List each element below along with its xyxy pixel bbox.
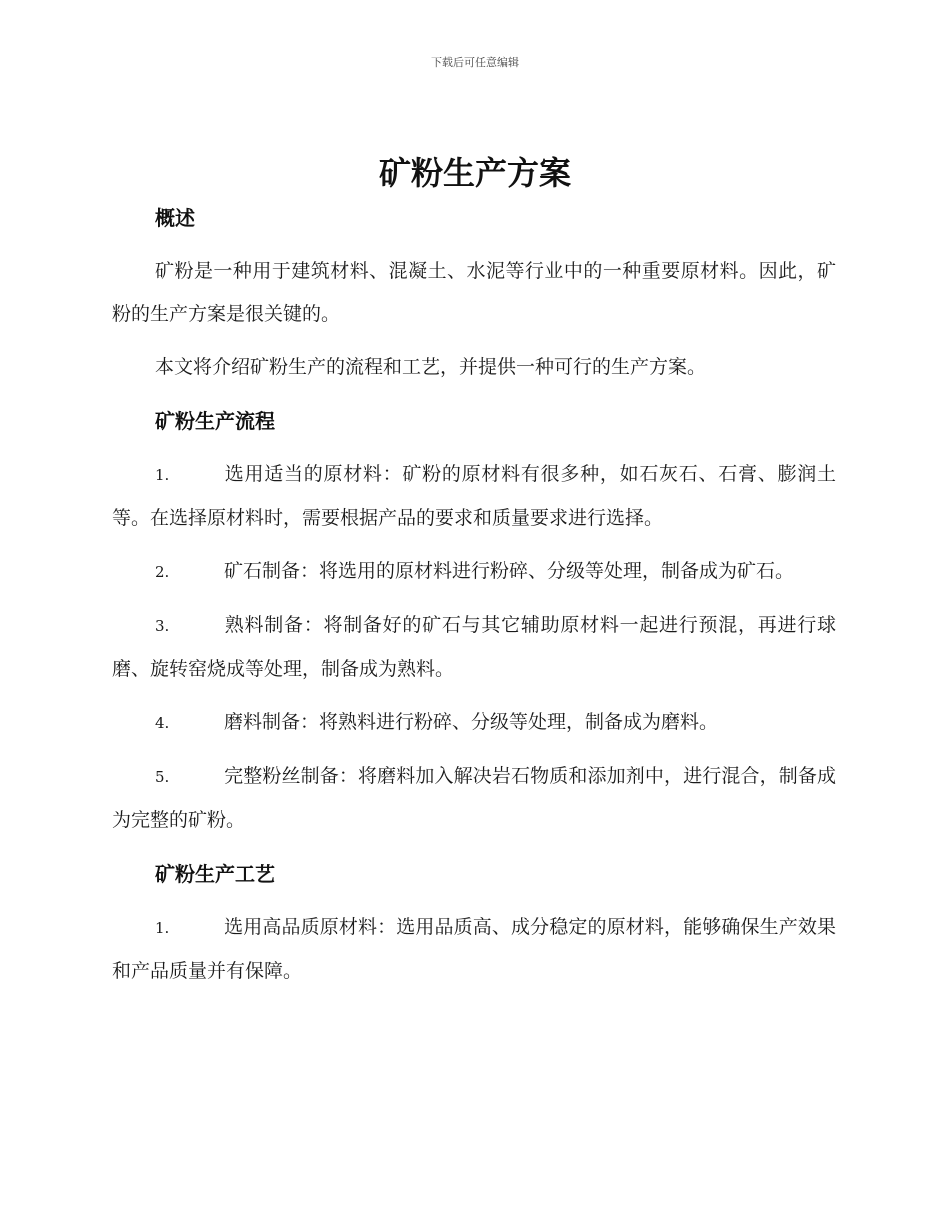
craft-list-item (112, 906, 836, 993)
list-item-text: 矿石制备：将选用的原材料进行粉碎、分级等处理，制备成为矿石。 (224, 560, 795, 582)
list-item-text: 熟料制备：将制备好的矿石与其它辅助原材料一起进行预混，再进行球磨、旋转窑烧成等处理，制备成为熟料。 (112, 614, 836, 680)
process-list-item (112, 701, 836, 745)
section-heading-overview: 概述 (155, 206, 195, 230)
process-list-item (112, 604, 836, 691)
list-item-number: 3. (155, 617, 170, 635)
list-item-number: 1. (155, 919, 170, 937)
list-item-number: 4. (155, 714, 170, 732)
page-header-note: 下载后可任意编辑 (431, 56, 519, 69)
document-title: 矿粉生产方案 (378, 154, 571, 192)
document-body (112, 196, 836, 1003)
overview-paragraph: 矿粉是一种用于建筑材料、混凝土、水泥等行业中的一种重要原材料。因此，矿粉的生产方案是很关键的。 (112, 260, 836, 325)
list-item-number: 5. (155, 768, 170, 786)
process-list-item (112, 453, 836, 540)
list-item-number: 1. (155, 466, 170, 484)
list-item-text: 选用适当的原材料：矿粉的原材料有很多种，如石灰石、石膏、膨润土等。在选择原材料时，需要根据产品的要求和质量要求进行选择。 (112, 463, 836, 529)
list-item-text: 完整粉丝制备：将磨料加入解决岩石物质和添加剂中，进行混合，制备成为完整的矿粉。 (112, 765, 836, 831)
section-heading-process: 矿粉生产流程 (155, 409, 275, 433)
process-list-item (112, 550, 836, 594)
list-item-number: 2. (155, 563, 170, 581)
process-list-item (112, 755, 836, 842)
list-item-text: 选用高品质原材料：选用品质高、成分稳定的原材料，能够确保生产效果和产品质量并有保障。 (112, 916, 836, 982)
section-heading-craft: 矿粉生产工艺 (155, 862, 275, 886)
overview-paragraph: 本文将介绍矿粉生产的流程和工艺，并提供一种可行的生产方案。 (155, 356, 707, 378)
list-item-text: 磨料制备：将熟料进行粉碎、分级等处理，制备成为磨料。 (224, 711, 719, 733)
